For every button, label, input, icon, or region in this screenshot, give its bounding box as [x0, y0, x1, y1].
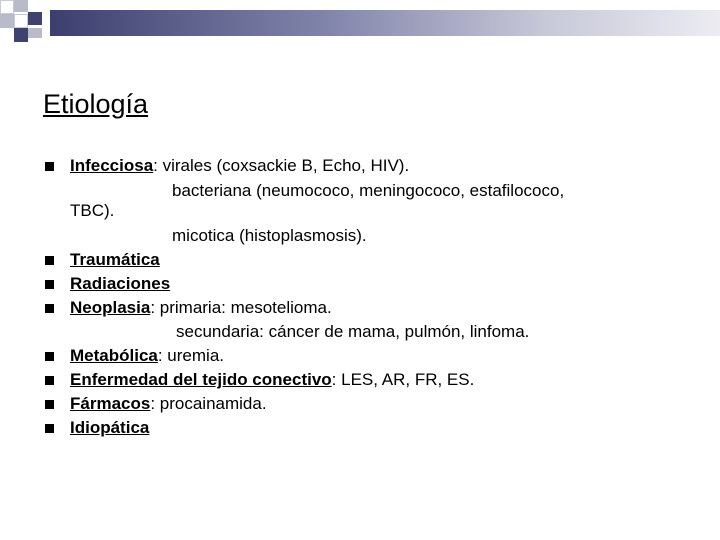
item-term: Idiopática: [70, 418, 150, 437]
bullet-icon: [45, 400, 54, 409]
list-item-continuation: secundaria: cáncer de mama, pulmón, linfoma.: [176, 322, 530, 341]
list-item-continuation: micotica (histoplasmosis).: [172, 226, 367, 245]
item-text: : virales (coxsackie B, Echo, HIV).: [153, 156, 410, 175]
list-item-continuation: bacteriana (neumococo, meningococo, estafilococo,: [172, 181, 565, 200]
item-term: Enfermedad del tejido conectivo: [70, 370, 332, 389]
list-item: [70, 248, 160, 272]
item-term: Traumática: [70, 250, 160, 269]
item-term: Metabólica: [70, 346, 158, 365]
decor-square: [0, 14, 14, 28]
decor-square: [0, 0, 14, 14]
list-item: [70, 272, 170, 296]
bullet-icon: [45, 424, 54, 433]
bullet-icon: [45, 304, 54, 313]
decor-square: [28, 12, 42, 25]
item-term: Infecciosa: [70, 156, 154, 175]
list-item: [70, 344, 224, 368]
list-item: [70, 416, 149, 440]
bullet-icon: [45, 352, 54, 361]
item-term: Fármacos: [70, 394, 151, 413]
bullet-icon: [45, 256, 54, 265]
item-term: Neoplasia: [70, 298, 151, 317]
list-item: [70, 296, 332, 320]
decor-square: [14, 28, 28, 42]
item-text: : LES, AR, FR, ES.: [331, 370, 475, 389]
list-item: [70, 368, 474, 392]
list-item: [70, 392, 267, 416]
decor-square: [28, 28, 42, 38]
item-text: : procainamida.: [150, 394, 267, 413]
slide-title: Etiología: [43, 89, 149, 119]
item-text: : primaria: mesotelioma.: [150, 298, 332, 317]
bullet-icon: [45, 376, 54, 385]
list-item-continuation: TBC).: [70, 201, 115, 220]
decor-square: [14, 14, 28, 28]
bullet-icon: [45, 280, 54, 289]
header-band: [50, 10, 720, 36]
decor-square: [14, 0, 28, 12]
item-text: : uremia.: [157, 346, 224, 365]
bullet-icon: [45, 162, 54, 171]
item-term: Radiaciones: [70, 274, 171, 293]
list-item: [70, 154, 409, 178]
